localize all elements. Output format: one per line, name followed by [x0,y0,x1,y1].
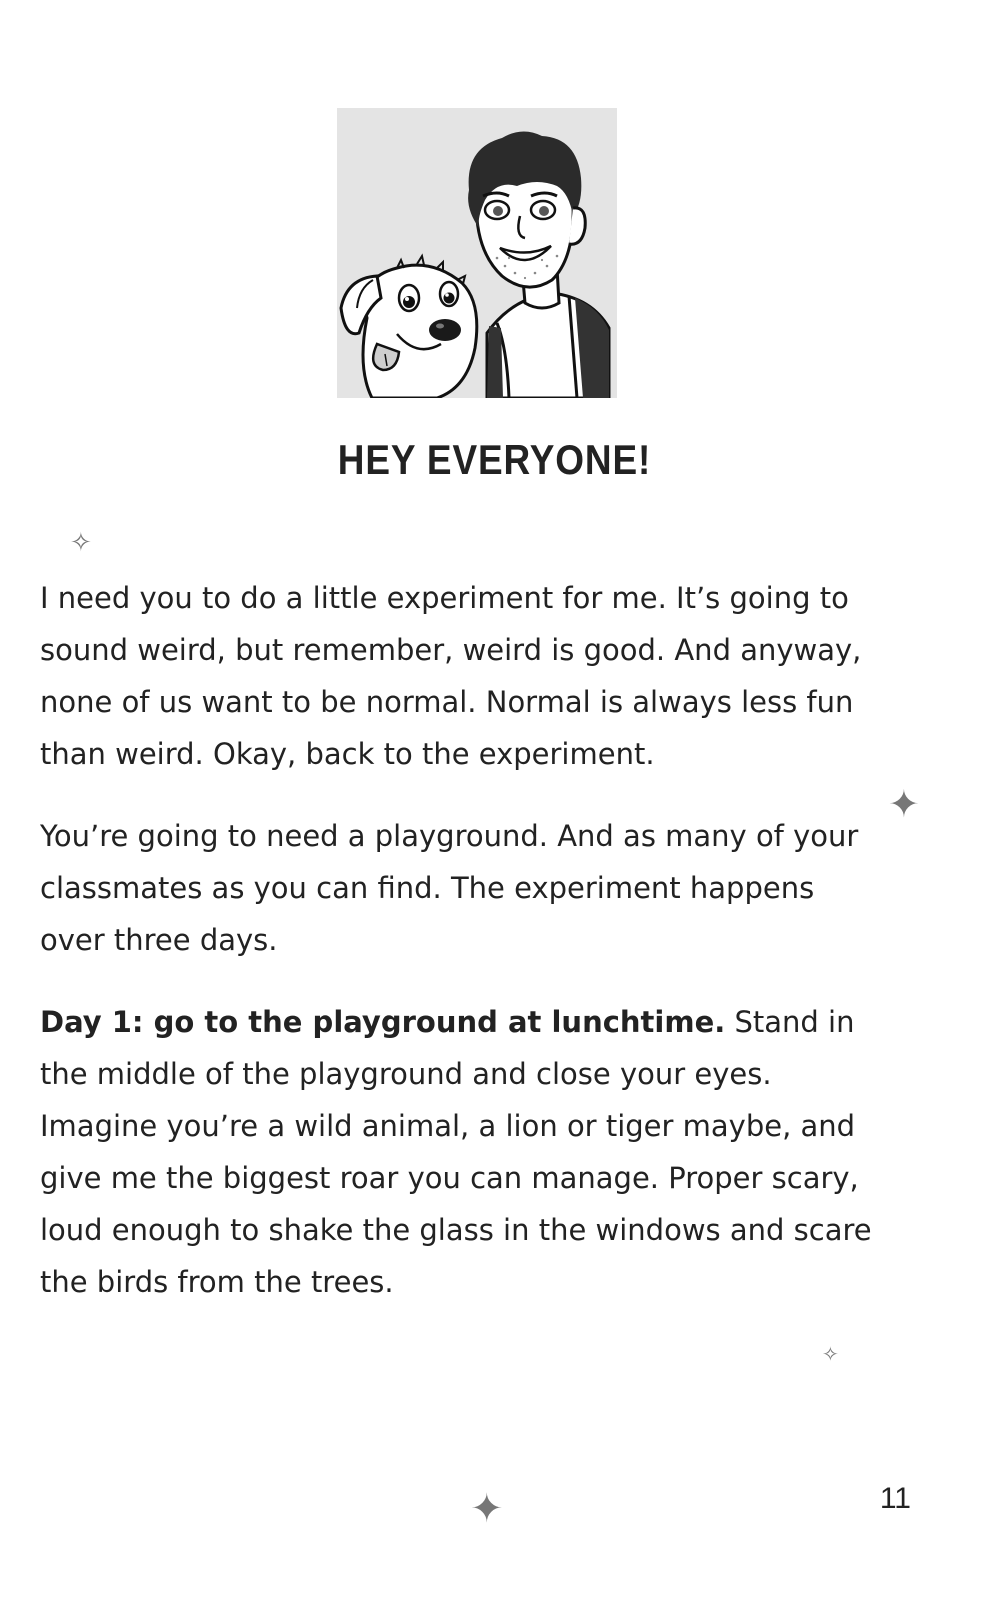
paragraph-text: Stand in the middle of the playground and close your eyes. Imagine you’re a wild animal, a lion or tiger maybe, and give me the biggest roar you can manage. Proper scary, loud enough to shake the glass in the windows and scare the birds from the trees. [40,1005,872,1299]
sparkle-icon: ✧ [822,1342,839,1366]
page-heading: HEY EVERYONE! [337,436,652,483]
paragraph [40,996,880,1308]
author-with-dog-illustration [337,108,617,398]
page-number: 11 [879,1482,911,1515]
sparkle-icon: ✦ [888,782,920,826]
paragraph [40,810,880,966]
paragraph-text: You’re going to need a playground. And as many of your classmates as you can find. The experiment happens over three days. [40,819,859,957]
paragraph [40,572,880,780]
sparkle-icon: ✧ [70,528,92,558]
cartoon-man-with-dog-drawing [337,108,617,398]
paragraph-text: I need you to do a little experiment for me. It’s going to sound weird, but remember, weird is good. And anyway, none of us want to be normal. Normal is always less fun than weird. Okay, back to the experiment. [40,581,862,771]
body-text [40,572,880,1338]
day-1-instruction: Day 1: go to the playground at lunchtime. [40,1005,726,1039]
sparkle-icon: ✦ [470,1486,504,1532]
